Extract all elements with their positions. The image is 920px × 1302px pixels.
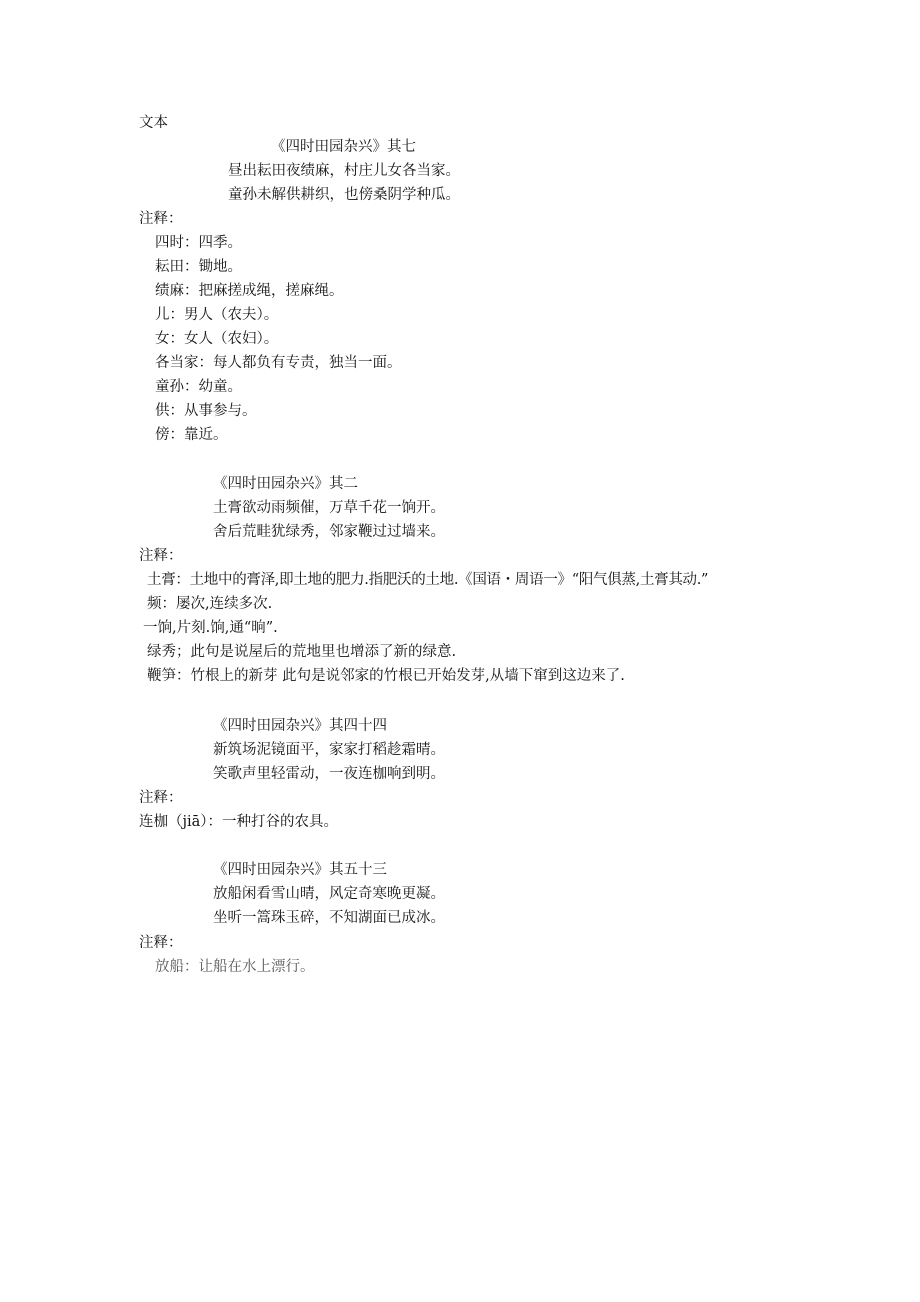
poem-line: 昼出耘田夜绩麻，村庄儿女各当家。 xyxy=(228,163,460,179)
poem-title: 《四时田园杂兴》其七 xyxy=(271,139,416,155)
poem-title: 《四时田园杂兴》其五十三 xyxy=(213,862,387,878)
poem-line: 舍后荒畦犹绿秀，邻家鞭过过墙来。 xyxy=(213,524,445,540)
poem-line: 新筑场泥镜面平，家家打稻趁霜晴。 xyxy=(213,742,445,758)
poem-line: 土膏欲动雨频催，万草千花一饷开。 xyxy=(213,500,445,516)
note-item: 鞭笋：竹根上的新芽 此句是说邻家的竹根已开始发芽,从墙下窜到这边来了. xyxy=(147,668,625,684)
note-item: 放船：让船在水上漂行。 xyxy=(155,959,315,975)
note-item: 童孙：幼童。 xyxy=(155,379,242,395)
note-item: 各当家：每人都负有专责，独当一面。 xyxy=(155,355,402,371)
note-item: 供：从事参与。 xyxy=(155,403,257,419)
note-item: 连枷（jiā）：一种打谷的农具。 xyxy=(139,814,339,830)
poem-title: 《四时田园杂兴》其二 xyxy=(213,476,358,492)
note-item: 频：屡次,连续多次. xyxy=(147,596,273,612)
note-item: 女：女人（农妇）。 xyxy=(155,331,279,347)
note-item: 一饷,片刻.饷,通“晌”. xyxy=(143,620,278,636)
notes-label: 注释： xyxy=(139,790,183,806)
notes-label: 注释： xyxy=(139,935,183,951)
note-item: 四时：四季。 xyxy=(155,235,242,251)
note-item: 土膏：土地中的膏泽,即土地的肥力.指肥沃的土地.《国语・周语一》“阳气俱蒸,土膏其动.” xyxy=(147,572,709,588)
note-item: 绿秀；此句是说屋后的荒地里也增添了新的绿意. xyxy=(147,644,457,660)
note-item: 绩麻：把麻搓成绳，搓麻绳。 xyxy=(155,283,344,299)
header-label: 文本 xyxy=(139,115,168,131)
poem-line: 笑歌声里轻雷动，一夜连枷响到明。 xyxy=(213,766,445,782)
note-item: 儿：男人（农夫）。 xyxy=(155,307,279,323)
note-item: 耘田：锄地。 xyxy=(155,259,242,275)
notes-label: 注释： xyxy=(139,548,183,564)
poem-line: 坐听一篙珠玉碎，不知湖面已成冰。 xyxy=(213,910,445,926)
poem-line: 放船闲看雪山晴，风定奇寒晚更凝。 xyxy=(213,886,445,902)
poem-title: 《四时田园杂兴》其四十四 xyxy=(213,718,387,734)
poem-line: 童孙未解供耕织，也傍桑阴学种瓜。 xyxy=(228,187,460,203)
notes-label: 注释： xyxy=(139,211,183,227)
note-item: 傍：靠近。 xyxy=(155,427,228,443)
